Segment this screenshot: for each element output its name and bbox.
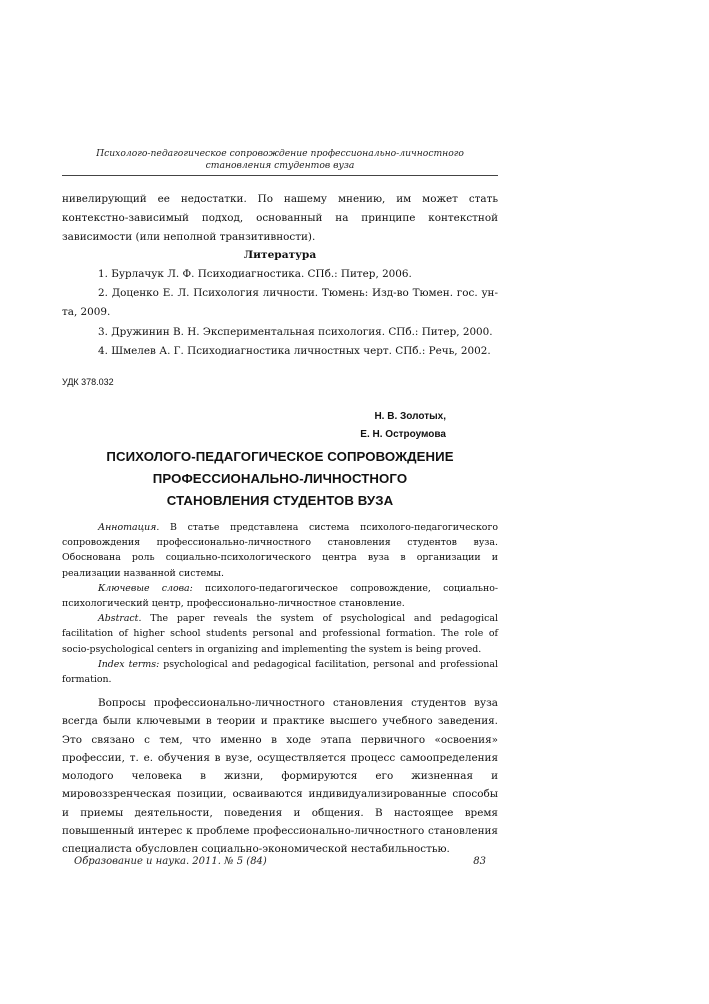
abstract-label: Abstract. — [98, 613, 142, 625]
annotation-text: В статье представлена система психолого-педагогического сопровождения профессионально-личностного становления студентов вуза. Обоснована роль социально-психологического центра вуза в организации и реализации названной системы. — [62, 522, 498, 579]
reference-item: 2. Доценко Е. Л. Психология личности. Тюмень: Изд-во Тюмен. гос. ун-та, 2009. — [62, 287, 498, 319]
main-paragraph: Вопросы профессионально-личностного становления студентов вуза всегда были ключевыми в теории и практике высшего учебного заведения. Это связано с тем, что именно в ходе этапа первичного «освоения» профессии, т. е. обучения в вузе, осуществляется процесс самоопределения молодого человека в жизни, формируются его жизненная и мировоззренческая позиции, осваиваются индивидуализированные способы и приемы деятельности, поведения и общения. В настоящее время повышенный интерес к проблеме профессионально-личностного становления специалиста обусловлен социально-экономической нестабильностью. — [62, 697, 498, 856]
index-terms-paragraph — [62, 657, 498, 687]
annotation-paragraph — [62, 520, 498, 581]
article-title-line-1: ПСИХОЛОГО-ПЕДАГОГИЧЕСКОЕ СОПРОВОЖДЕНИЕ — [106, 449, 454, 464]
article-title-line-2: ПРОФЕССИОНАЛЬНО-ЛИЧНОСТНОГО — [152, 471, 408, 486]
header-divider — [62, 175, 498, 176]
author-name: Е. Н. Остроумова — [360, 428, 446, 440]
annotation-label: Аннотация. — [98, 522, 160, 533]
index-terms-label: Index terms: — [98, 658, 160, 670]
page-number: 83 — [473, 856, 486, 867]
annotation-block — [62, 520, 498, 687]
literature-heading: Литература — [243, 249, 317, 261]
article-title-line-3: СТАНОВЛЕНИЯ СТУДЕНТОВ ВУЗА — [166, 493, 394, 508]
running-head — [62, 148, 498, 171]
index-terms-text: psychological and pedagogical facilitation, personal and professional formation. — [62, 658, 498, 686]
author-name: Н. В. Золотых, — [374, 411, 446, 422]
keywords-paragraph — [62, 581, 498, 611]
reference-item: 4. Шмелев А. Г. Психодиагностика личностных черт. СПб.: Речь, 2002. — [98, 344, 491, 357]
abstract-text: The paper reveals the system of psychological and pedagogical facilitation of higher school students personal and professional formation. The role of socio-psychological centers in organizing and implementing the system is being proved. — [62, 613, 498, 655]
main-text — [62, 694, 498, 859]
article-title — [62, 446, 498, 512]
journal-citation: Образование и наука. 2011. № 5 (84) — [74, 856, 267, 867]
reference-item: 3. Дружинин В. Н. Экспериментальная психология. СПб.: Питер, 2000. — [98, 325, 493, 338]
abstract-paragraph — [62, 611, 498, 657]
running-head-line-1: Психолого-педагогическое сопровождение профессионально-личностного — [96, 148, 464, 159]
reference-list — [62, 265, 498, 361]
reference-item: 1. Бурлачук Л. Ф. Психодиагностика. СПб.: Питер, 2006. — [98, 268, 412, 280]
running-head-line-2: становления студентов вуза — [205, 159, 355, 171]
udk-code: УДК 378.032 — [62, 377, 114, 387]
authors — [62, 408, 446, 443]
keywords-text: психолого-педагогическое сопровождение, социально-психологический центр, профессионально-личностное становление. — [62, 582, 499, 610]
keywords-label: Ключевые слова: — [98, 582, 193, 594]
continuation-paragraph: нивелирующий ее недостатки. По нашему мнению, им может стать контекстно-зависимый подход, основанный на принципе контекстной зависимости (или неполной транзитивности). — [62, 193, 498, 244]
